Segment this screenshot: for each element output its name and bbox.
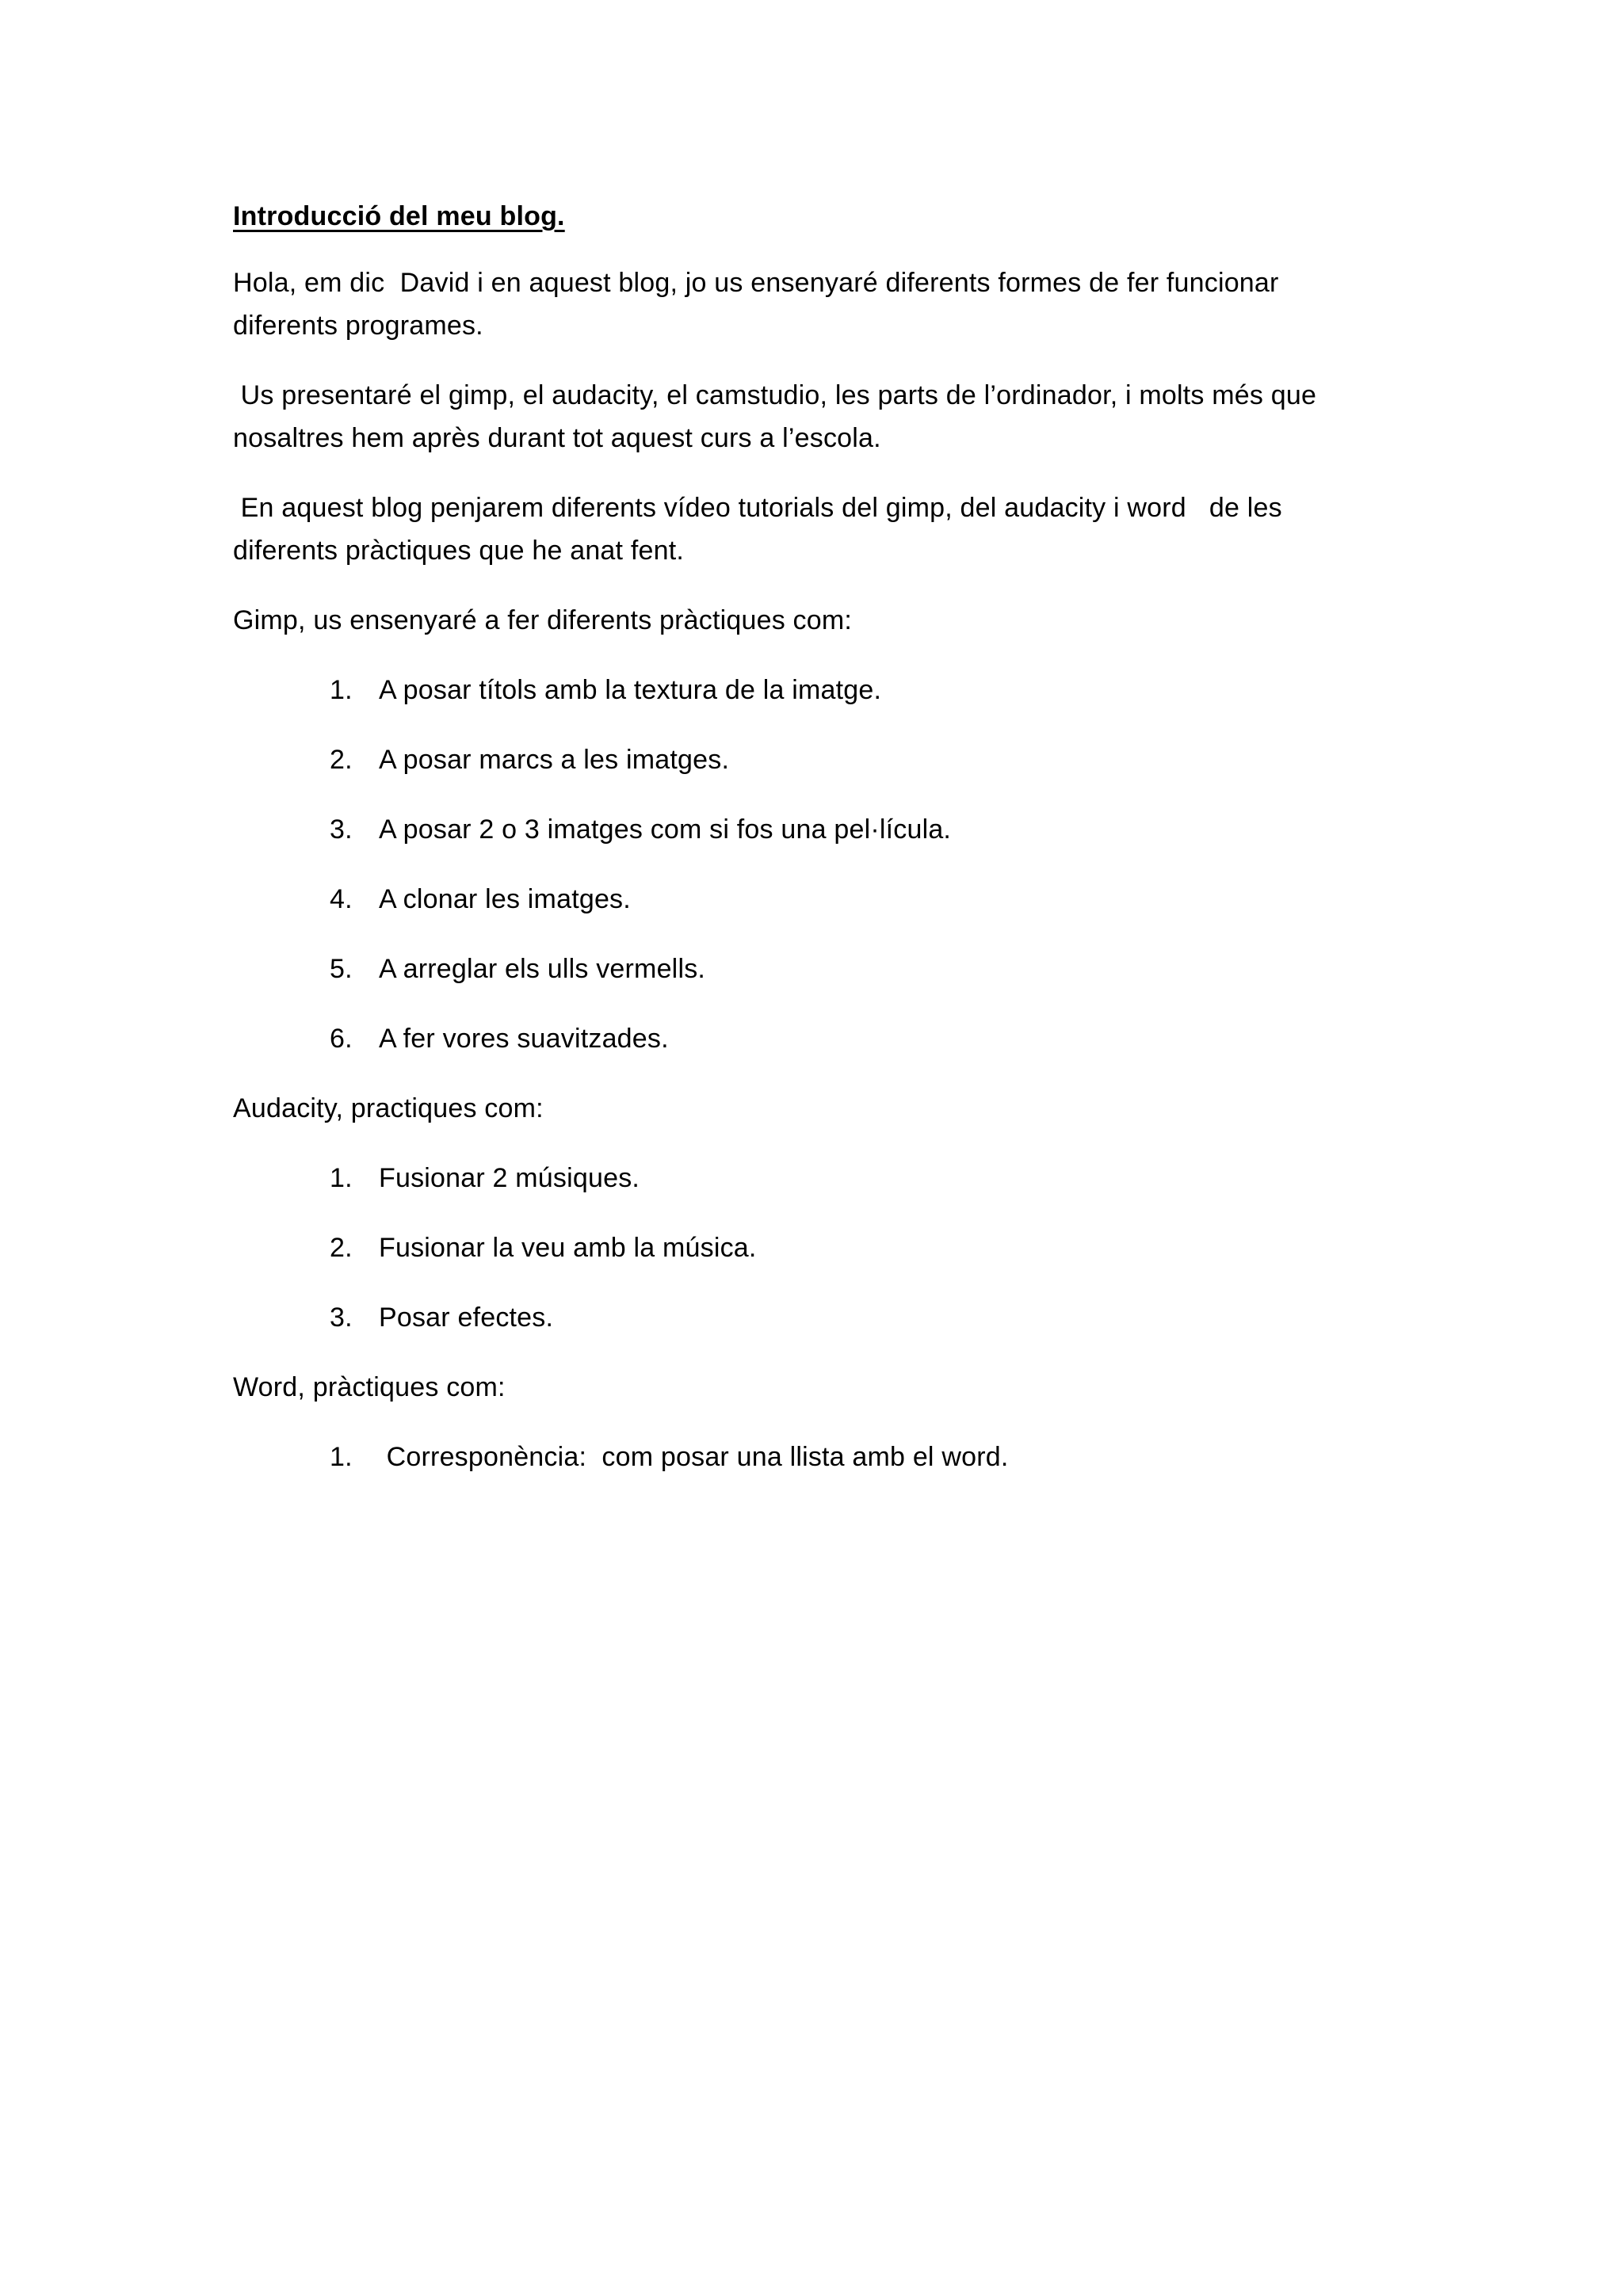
list-item — [233, 1157, 1422, 1199]
list-item-text: A posar títols amb la textura de la imatge. — [379, 675, 882, 705]
list-item-text: A posar marcs a les imatges. — [379, 745, 730, 775]
list-item-number: 1. — [330, 1442, 353, 1472]
intro-paragraph-2: Us presentaré el gimp, el audacity, el camstudio, les parts de l’ordinador, i molts més que nosaltres hem après durant tot aquest curs a l’escola. — [233, 380, 1317, 453]
list-item-text: A clonar les imatges. — [379, 884, 631, 914]
list-item — [233, 1226, 1422, 1269]
list-item — [233, 1436, 1422, 1478]
list-item-text: Corresponència: com posar una llista amb el word. — [379, 1442, 1009, 1472]
list-item-number: 2. — [330, 1233, 353, 1263]
audacity-practice-list — [233, 1157, 1422, 1339]
list-item-number: 5. — [330, 954, 353, 984]
list-item-text: Fusionar 2 músiques. — [379, 1163, 640, 1193]
list-item-text: A fer vores suavitzades. — [379, 1024, 669, 1054]
word-section-lead: Word, pràctiques com: — [233, 1372, 506, 1402]
list-item-text: A arreglar els ulls vermells. — [379, 954, 706, 984]
list-item-number: 4. — [330, 884, 353, 914]
intro-paragraph-1: Hola, em dic David i en aquest blog, jo us ensenyaré diferents formes de fer funcionar diferents programes. — [233, 268, 1279, 341]
list-item-text: Fusionar la veu amb la música. — [379, 1233, 757, 1263]
intro-paragraph-3: En aquest blog penjarem diferents vídeo tutorials del gimp, del audacity i word de les diferents pràctiques que he anat fent. — [233, 493, 1282, 566]
document-body — [233, 195, 1422, 1505]
list-item-text: A posar 2 o 3 imatges com si fos una pel·lícula. — [379, 814, 952, 845]
list-item — [233, 948, 1422, 990]
gimp-section-lead: Gimp, us ensenyaré a fer diferents pràctiques com: — [233, 605, 853, 635]
list-item-number: 2. — [330, 745, 353, 775]
list-item-number: 3. — [330, 1302, 353, 1333]
audacity-section-lead: Audacity, practiques com: — [233, 1093, 544, 1123]
word-practice-list — [233, 1436, 1422, 1478]
list-item-text: Posar efectes. — [379, 1302, 554, 1333]
gimp-practice-list — [233, 669, 1422, 1060]
list-item — [233, 1296, 1422, 1339]
list-item — [233, 808, 1422, 851]
list-item-number: 1. — [330, 1163, 353, 1193]
document-title: Introducció del meu blog. — [233, 201, 565, 231]
list-item — [233, 878, 1422, 921]
list-item-number: 3. — [330, 814, 353, 845]
list-item-number: 1. — [330, 675, 353, 705]
list-item — [233, 738, 1422, 781]
list-item — [233, 669, 1422, 711]
list-item — [233, 1017, 1422, 1060]
list-item-number: 6. — [330, 1024, 353, 1054]
